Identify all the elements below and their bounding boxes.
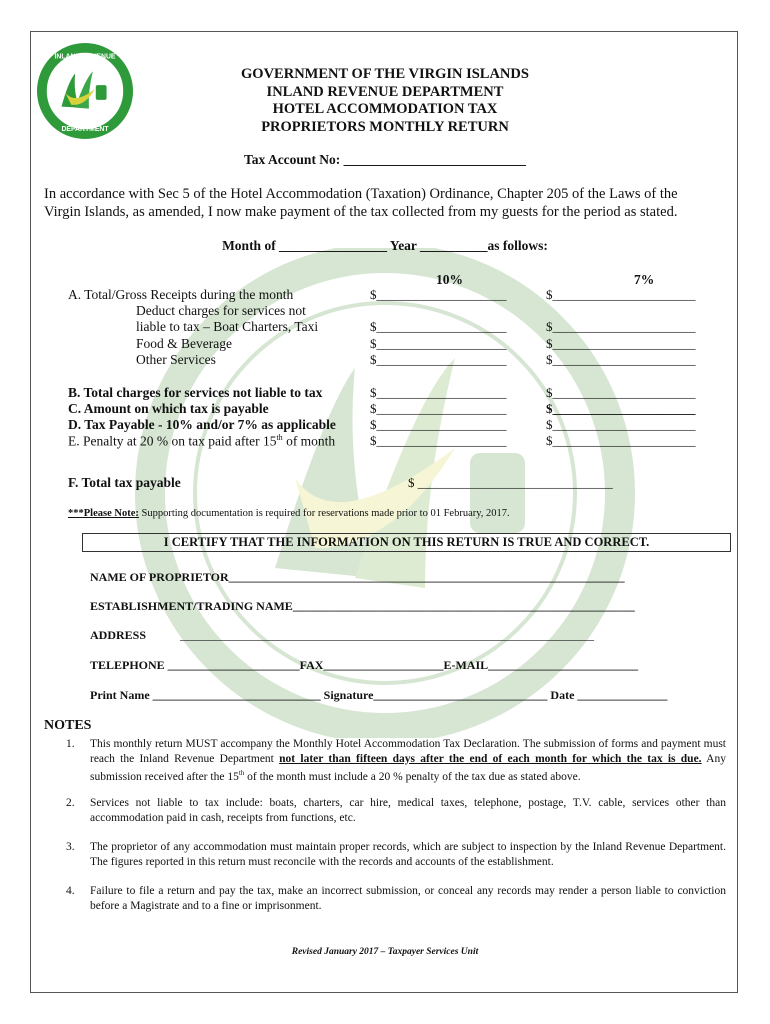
deduct-line-2: liable to tax – Boat Charters, Taxi <box>136 319 319 334</box>
other-7-field[interactable]: $______________________ <box>546 352 696 367</box>
other-services-label: Other Services <box>136 352 216 367</box>
note-1-sup: th <box>238 769 245 777</box>
proprietor-field[interactable]: NAME OF PROPRIETOR__________________________________________________________________ <box>90 570 625 584</box>
row-b-label: B. Total charges for services not liable to tax <box>68 385 323 400</box>
note-1-c: Any submission received after the 15 <box>90 752 726 783</box>
header-line-1: GOVERNMENT OF THE VIRGIN ISLANDS <box>241 66 529 82</box>
other-10-field[interactable]: $____________________ <box>370 352 507 367</box>
address-label: ADDRESS <box>90 628 147 642</box>
food-beverage-label: Food & Beverage <box>136 336 232 351</box>
notes-title: NOTES <box>44 718 92 733</box>
intro-line-1: In accordance with Sec 5 of the Hotel Accommodation (Taxation) Ordinance, Chapter 205 of the Laws of the <box>44 186 678 202</box>
boat-taxi-10-field[interactable]: $____________________ <box>370 319 507 334</box>
header-line-4: PROPRIETORS MONTHLY RETURN <box>261 119 509 135</box>
row-c-7-field[interactable]: $______________________ <box>546 401 696 416</box>
row-c-10-field[interactable]: $____________________ <box>370 401 507 416</box>
header-line-3: HOTEL ACCOMMODATION TAX <box>272 101 498 117</box>
note-2-number: 2. <box>66 797 75 809</box>
logo-bottom-text: DEPARTMENT <box>61 126 109 134</box>
address-field[interactable]: _____________________________________________________________________ <box>180 628 594 642</box>
logo-top-text: INLAND REVENUE <box>54 53 116 61</box>
note-1-d: of the month must include a 20 % penalty of the tax due as stated above. <box>244 770 581 783</box>
certify-statement: I CERTIFY THAT THE INFORMATION ON THIS RETURN IS TRUE AND CORRECT. <box>82 533 731 552</box>
column-header-10: 10% <box>436 272 463 287</box>
row-f-label: F. Total tax payable <box>68 475 181 490</box>
note-1-deadline: not later than fifteen days after the end of each month for which the tax is due. <box>279 752 702 765</box>
note-3: The proprietor of any accommodation must maintain proper records, which are subject to inspection by the Inland Revenue Department. The figures reported in this return must reconcile with the records and accounts of the establishment. <box>90 841 726 868</box>
row-c-label: C. Amount on which tax is payable <box>68 401 269 416</box>
note-4: Failure to file a return and pay the tax, make an incorrect submission, or conceal any records may render a person liable to conviction before a Magistrate and to a fine or imprisonment. <box>90 885 726 912</box>
row-a-7-field[interactable]: $______________________ <box>546 287 696 302</box>
tax-account-field[interactable]: Tax Account No: ___________________________ <box>244 152 526 167</box>
period-field[interactable]: Month of ________________ Year __________as follows: <box>222 238 548 253</box>
row-e-7-field[interactable]: $______________________ <box>546 433 696 448</box>
note-1 <box>90 737 726 784</box>
total-tax-field[interactable]: $ ______________________________ <box>408 475 613 490</box>
note-1-a: This monthly return MUST accompany the Monthly Hotel Accommodation Tax Declaration. The submission of forms and payment must reach the Inland Revenue Department <box>90 738 726 765</box>
row-b-10-field[interactable]: $____________________ <box>370 385 507 400</box>
row-a-10-field[interactable]: $____________________ <box>370 287 507 302</box>
row-e-label <box>68 433 335 450</box>
boat-taxi-7-field[interactable]: $______________________ <box>546 319 696 334</box>
row-a-label: A. Total/Gross Receipts during the month <box>68 287 294 302</box>
establishment-field[interactable]: ESTABLISHMENT/TRADING NAME_________________________________________________________ <box>90 599 635 613</box>
telephone-fax-email-field[interactable]: TELEPHONE ______________________FAX____________________E-MAIL_________________________ <box>90 658 639 672</box>
note-1-number: 1. <box>66 738 75 750</box>
note-4-number: 4. <box>66 885 75 897</box>
row-e-label-post: of month <box>282 433 336 449</box>
row-b-7-field[interactable]: $______________________ <box>546 385 696 400</box>
column-header-7: 7% <box>634 272 655 287</box>
intro-line-2: Virgin Islands, as amended, I now make payment of the tax collected from my guests for the period as stated. <box>44 204 678 220</box>
please-note-text: Supporting documentation is required for reservations made prior to 01 February, 2017. <box>138 508 510 519</box>
print-signature-date-field[interactable]: Print Name ____________________________ Signature_____________________________ Date _______________ <box>90 688 668 702</box>
please-note-prefix: ***Please Note: <box>68 508 139 519</box>
row-e-10-field[interactable]: $____________________ <box>370 433 507 448</box>
row-d-label: D. Tax Payable - 10% and/or 7% as applicable <box>68 417 336 432</box>
row-d-7-field[interactable]: $______________________ <box>546 417 696 432</box>
please-note <box>68 508 510 519</box>
food-7-field[interactable]: $______________________ <box>546 336 696 351</box>
header-line-2: INLAND REVENUE DEPARTMENT <box>266 84 504 100</box>
note-3-number: 3. <box>66 841 75 853</box>
row-d-10-field[interactable]: $____________________ <box>370 417 507 432</box>
row-e-sup: th <box>276 433 283 442</box>
deduct-line-1: Deduct charges for services not <box>136 303 306 318</box>
footer-revised: Revised January 2017 – Taxpayer Services Unit <box>291 947 479 957</box>
row-e-label-pre: E. Penalty at 20 % on tax paid after 15 <box>68 433 277 449</box>
food-10-field[interactable]: $____________________ <box>370 336 507 351</box>
note-2: Services not liable to tax include: boats, charters, car hire, medical taxes, telephone, postage, T.V. cable, services other than accommodation paid in cash, receipts from functions, etc. <box>90 797 726 824</box>
